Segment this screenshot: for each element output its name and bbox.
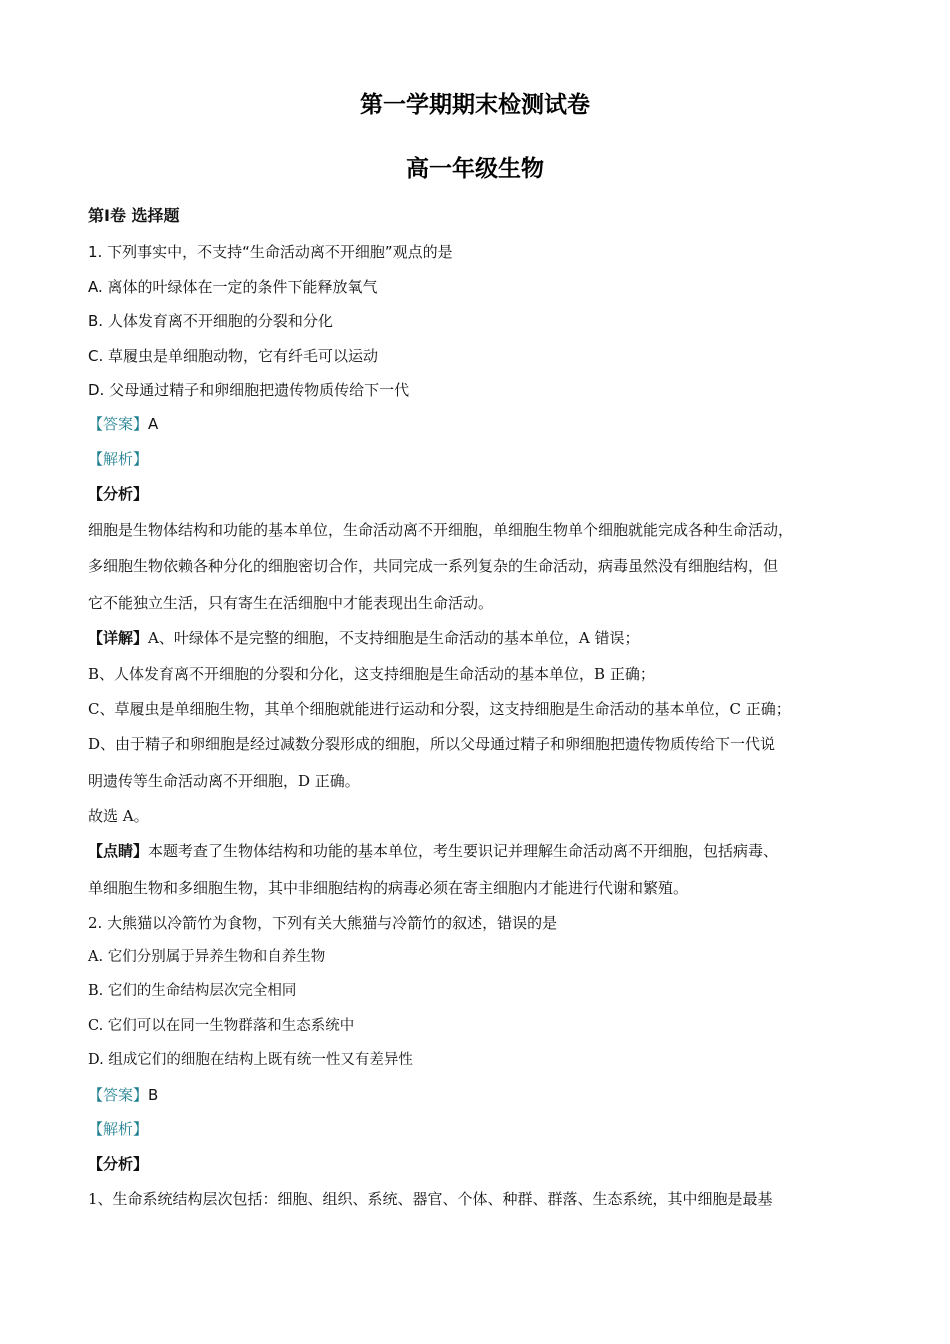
- question-1-fenxi-line: 它不能独立生活，只有寄生在活细胞中才能表现出生命活动。: [88, 594, 494, 612]
- question-2-stem: 2. 大熊猫以冷箭竹为食物，下列有关大熊猫与冷箭竹的叙述，错误的是: [88, 914, 558, 932]
- question-1-xiangjie-line: C、草履虫是单细胞生物，其单个细胞就能进行运动和分裂，这支持细胞是生命活动的基本单位，C 正确；: [88, 700, 791, 718]
- question-2-fenxi-line: 1、生命系统结构层次包括：细胞、组织、系统、器官、个体、种群、群落、生态系统，其中细胞是最基: [88, 1190, 773, 1208]
- question-1-dianjing-line: 单细胞生物和多细胞生物，其中非细胞结构的病毒必须在寄主细胞内才能进行代谢和繁殖。: [88, 879, 689, 897]
- answer-tag: 【答案】: [88, 415, 149, 433]
- question-1-fenxi-line: 细胞是生物体结构和功能的基本单位，生命活动离不开细胞，单细胞生物单个细胞就能完成各种生命活动，: [88, 521, 794, 539]
- xiangjie-text: A、叶绿体不是完整的细胞，不支持细胞是生命活动的基本单位，A 错误；: [148, 629, 640, 647]
- question-1-stem: 1. 下列事实中，不支持“生命活动离不开细胞”观点的是: [88, 243, 453, 261]
- question-2-option-a: A. 它们分别属于异养生物和自养生物: [88, 949, 326, 965]
- question-2-option-d: D. 组成它们的细胞在结构上既有统一性又有差异性: [88, 1052, 413, 1068]
- answer-value: B: [148, 1086, 159, 1104]
- question-1-answer: [88, 414, 158, 434]
- question-2-jiexi-tag: 【解析】: [88, 1120, 149, 1138]
- question-1-conclusion: 故选 A。: [88, 807, 149, 825]
- dianjing-tag: 【点睛】: [88, 842, 149, 860]
- question-1-xiangjie-line: 明遗传等生命活动离不开细胞，D 正确。: [88, 772, 360, 790]
- question-1-fenxi-tag: 【分析】: [88, 485, 149, 503]
- question-2-option-b: B. 它们的生命结构层次完全相同: [88, 983, 297, 999]
- question-1-xiangjie-line: D、由于精子和卵细胞是经过减数分裂形成的细胞，所以父母通过精子和卵细胞把遗传物质传给下一代说: [88, 735, 776, 753]
- answer-value: A: [148, 415, 159, 433]
- question-1-dianjing-line: [88, 841, 778, 861]
- xiangjie-tag: 【详解】: [88, 629, 149, 647]
- question-1-xiangjie-line: B、人体发育离不开细胞的分裂和分化，这支持细胞是生命活动的基本单位，B 正确；: [88, 665, 655, 683]
- question-1-jiexi-tag: 【解析】: [88, 450, 149, 468]
- question-1-fenxi-line: 多细胞生物依赖各种分化的细胞密切合作，共同完成一系列复杂的生命活动，病毒虽然没有细胞结构，但: [88, 557, 779, 575]
- question-2-fenxi-tag: 【分析】: [88, 1155, 149, 1173]
- section-heading: 第Ⅰ卷 选择题: [88, 206, 180, 225]
- exam-title: 第一学期期末检测试卷: [360, 92, 590, 118]
- answer-tag: 【答案】: [88, 1086, 149, 1104]
- question-2-option-c: C. 它们可以在同一生物群落和生态系统中: [88, 1018, 355, 1034]
- question-2-answer: [88, 1085, 158, 1105]
- question-1-option-c: C. 草履虫是单细胞动物，它有纤毛可以运动: [88, 347, 379, 365]
- question-1-option-d: D. 父母通过精子和卵细胞把遗传物质传给下一代: [88, 381, 410, 399]
- question-1-option-a: A. 离体的叶绿体在一定的条件下能释放氧气: [88, 278, 378, 296]
- dianjing-text: 本题考查了生物体结构和功能的基本单位，考生要识记并理解生命活动离不开细胞，包括病毒、: [148, 842, 779, 860]
- question-1-xiangjie-line: [88, 628, 639, 648]
- question-1-option-b: B. 人体发育离不开细胞的分裂和分化: [88, 312, 333, 330]
- exam-subtitle: 高一年级生物: [406, 156, 544, 182]
